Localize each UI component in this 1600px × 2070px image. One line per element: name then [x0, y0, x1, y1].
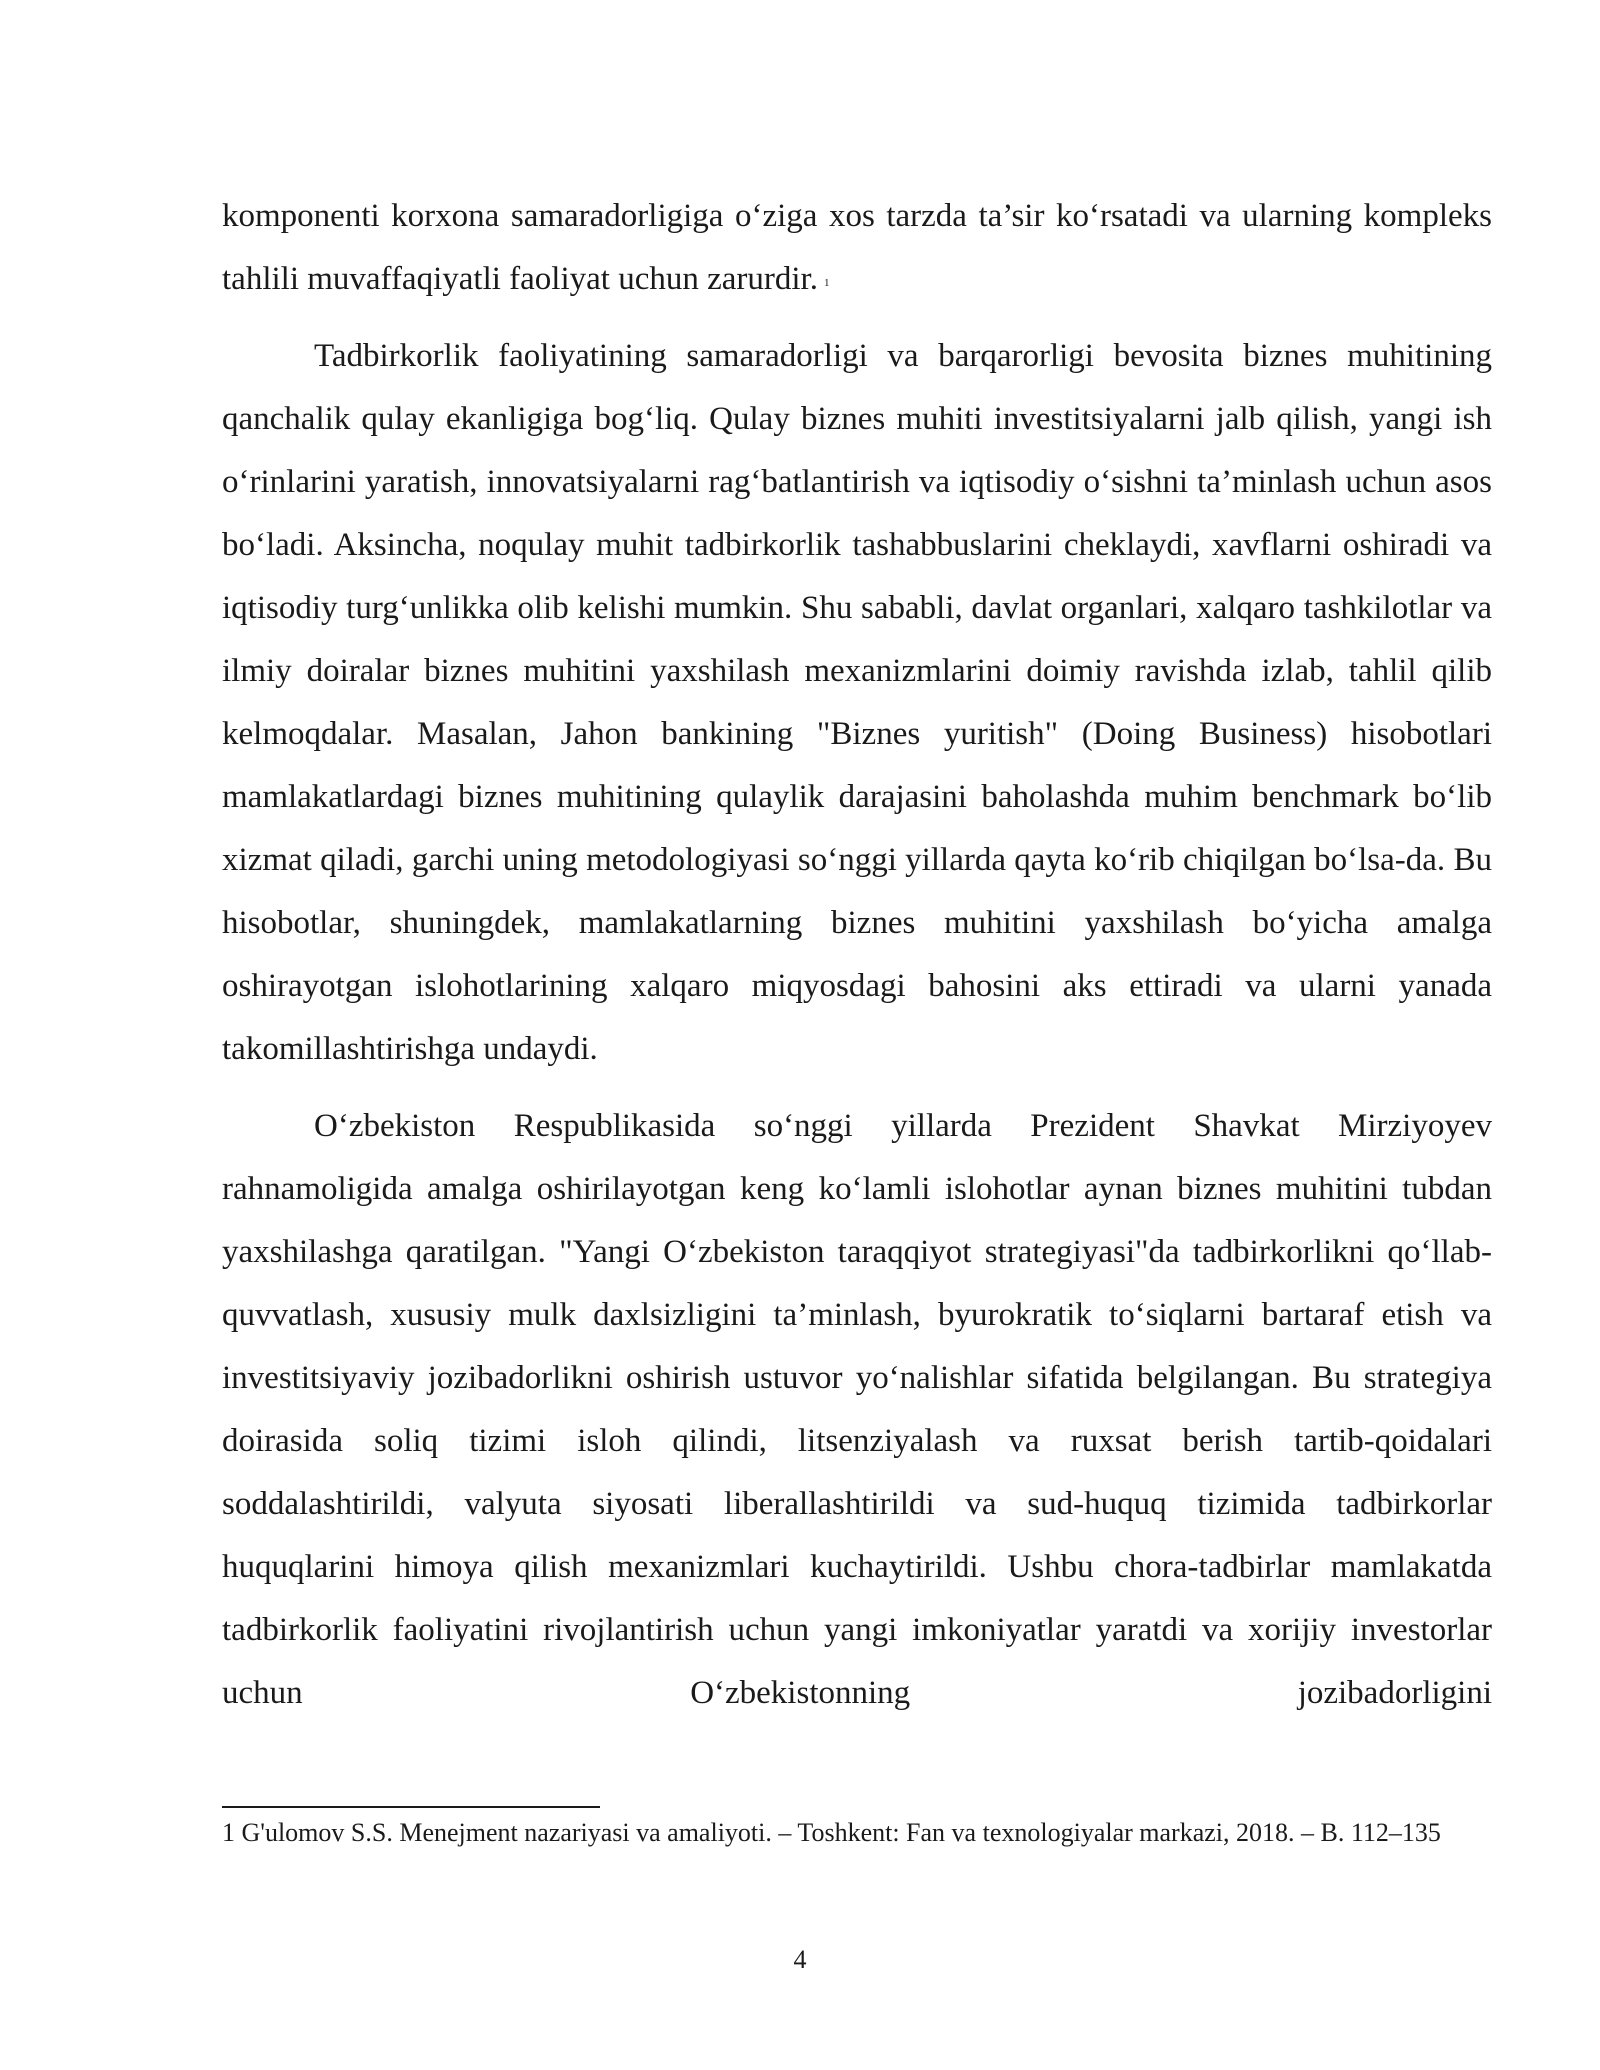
- footnote-reference: 1: [823, 277, 830, 289]
- paragraph-continuation: [222, 185, 1492, 311]
- footnote: 1 G'ulomov S.S. Menejment nazariyasi va amaliyoti. – Toshkent: Fan va texnologiyalar markazi, 2018. – B. 112–135: [222, 1818, 1441, 1847]
- paragraph-uzbekistan-reforms: O‘zbekiston Respublikasida so‘nggi yillarda Prezident Shavkat Mirziyoyev rahnamoligida amalga oshirilayotgan keng ko‘lamli islohotlar aynan biznes muhitini tubdan yaxshilashga qaratilgan. "Yangi O‘zbekiston taraqqiyot strategiyasi"da tadbirkorlikni qo‘llab-quvvatlash, xususiy mulk daxlsizligini ta’minlash, byurokratik to‘siqlarni bartaraf etish va investitsiyaviy jozibadorlikni oshirish ustuvor yo‘nalishlar sifatida belgilangan. Bu strategiya doirasida soliq tizimi isloh qilindi, litsenziyalash va ruxsat berish tartib-qoidalari soddalashtirildi, valyuta siyosati liberallashtirildi va sud-huquq tizimida tadbirkorlar huquqlarini himoya qilish mexanizmlari kuchaytirildi. Ushbu chora-tadbirlar mamlakatda tadbirkorlik faoliyatini rivojlantirish uchun yangi imkoniyatlar yaratdi va xorijiy investorlar uchun O‘zbekistonning jozibadorligini: [222, 1108, 1492, 1711]
- document-body: [222, 185, 1492, 1725]
- page-number: 4: [793, 1945, 807, 1974]
- paragraph-business-environment: Tadbirkorlik faoliyatining samaradorligi va barqarorligi bevosita biznes muhitining qanchalik qulay ekanligiga bog‘liq. Qulay biznes muhiti investitsiyalarni jalb qilish, yangi ish o‘rinlarini yaratish, innovatsiyalarni rag‘batlantirish va iqtisodiy o‘sishni ta’minlash uchun asos bo‘ladi. Aksincha, noqulay muhit tadbirkorlik tashabbuslarini cheklaydi, xavflarni oshiradi va iqtisodiy turg‘unlikka olib kelishi mumkin. Shu sababli, davlat organlari, xalqaro tashkilotlar va ilmiy doiralar biznes muhitini yaxshilash mexanizmlarini doimiy ravishda izlab, tahlil qilib kelmoqdalar. Masalan, Jahon bankining "Biznes yuritish" (Doing Business) hisobotlari mamlakatlardagi biznes muhitining qulaylik darajasini baholashda muhim benchmark bo‘lib xizmat qiladi, garchi uning metodologiyasi so‘nggi yillarda qayta ko‘rib chiqilgan bo‘lsa-da. Bu hisobotlar, shuningdek, mamlakatlarning biznes muhitini yaxshilash bo‘yicha amalga oshirayotgan islohotlarining xalqaro miqyosdagi bahosini aks ettiradi va ularni yanada takomillashtirishga undaydi.: [222, 338, 1492, 1067]
- paragraph-text: komponenti korxona samaradorligiga o‘ziga xos tarzda ta’sir ko‘rsatadi va ularning kompleks tahlili muvaffaqiyatli faoliyat uchun zarurdir.: [222, 198, 1492, 297]
- footnote-separator: [222, 1806, 600, 1808]
